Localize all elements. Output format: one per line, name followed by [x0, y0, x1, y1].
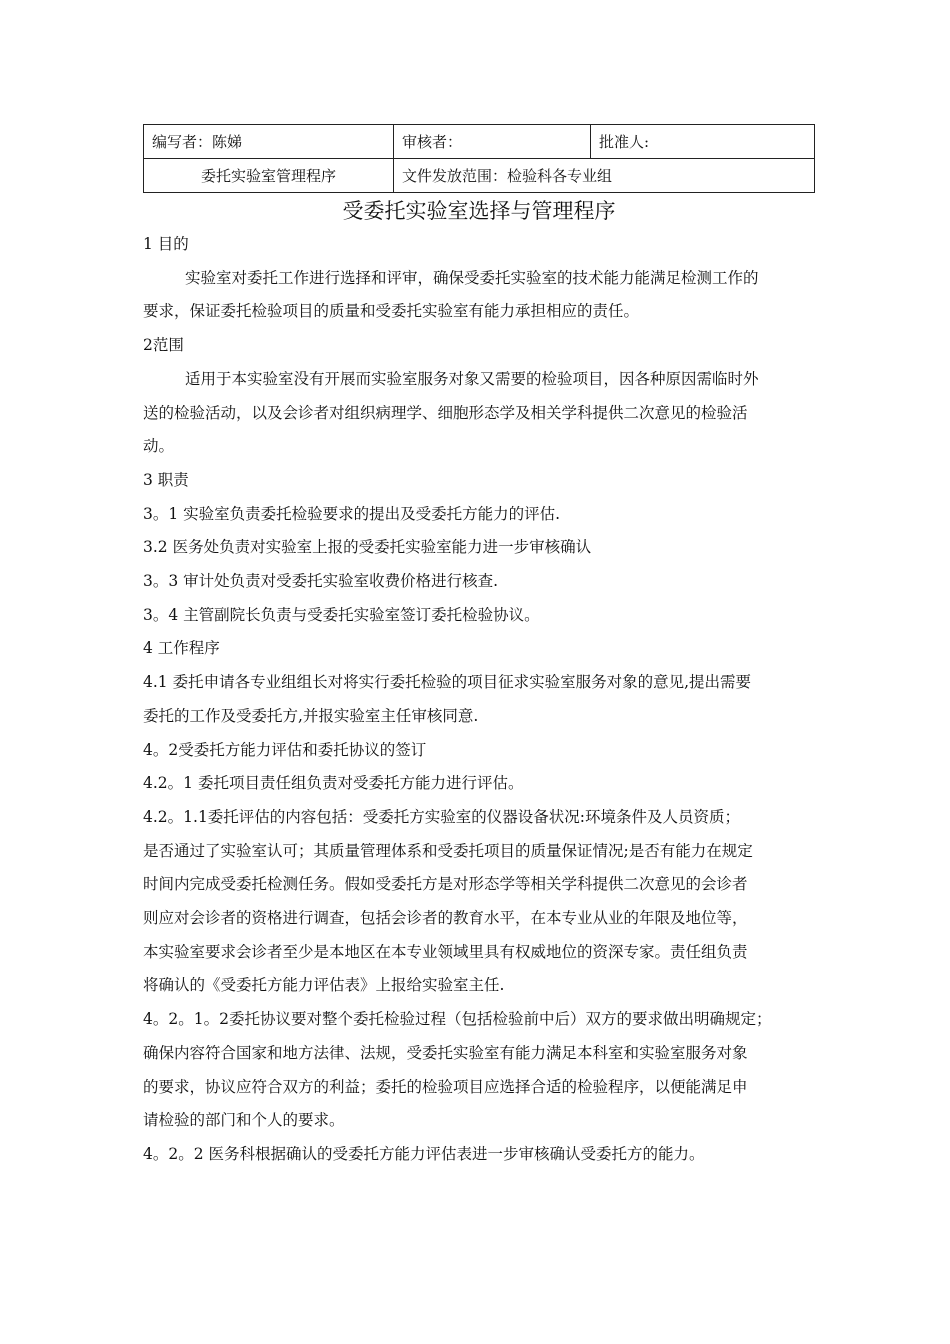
text-line: 动。: [143, 437, 175, 456]
text-line: 请检验的部门和个人的要求。: [143, 1111, 345, 1130]
text-line: 3 职责: [143, 470, 189, 489]
author-cell: 编写者：陈娣: [144, 125, 394, 159]
text-line: 4。2受委托方能力评估和委托协议的签订: [143, 740, 427, 759]
text-line: 2范围: [143, 336, 184, 355]
text-line: 3.2 医务处负责对实验室上报的受委托实验室能力进一步审核确认: [143, 538, 592, 557]
header-row-1: [144, 125, 815, 159]
text-line: 要求，保证委托检验项目的质量和受委托实验室有能力承担相应的责任。: [143, 302, 640, 321]
text-line: 1 目的: [143, 235, 189, 253]
text-line: 将确认的《受委托方能力评估表》上报给实验室主任.: [143, 976, 505, 995]
scope-cell: 文件发放范围：检验科各专业组: [394, 159, 815, 193]
text-line: 4.2。1.1委托评估的内容包括：受委托方实验室的仪器设备状况:环境条件及人员资质；: [143, 807, 741, 826]
text-line: 的要求，协议应符合双方的利益；委托的检验项目应选择合适的检验程序，以便能满足申: [143, 1077, 748, 1096]
reviewer-cell: 审核者：: [394, 125, 591, 159]
approver-cell: 批准人:: [591, 125, 815, 159]
text-line: 委托的工作及受委托方,并报实验室主任审核同意.: [143, 706, 479, 725]
text-line: 3。1 实验室负责委托检验要求的提出及受委托方能力的评估.: [143, 504, 561, 523]
text-line: 4。2。2 医务科根据确认的受委托方能力评估表进一步审核确认受委托方的能力。: [143, 1144, 705, 1163]
text-line: 是否通过了实验室认可；其质量管理体系和受委托项目的质量保证情况;是否有能力在规定: [143, 841, 753, 860]
text-line: 3。3 审计处负责对受委托实验室收费价格进行核查.: [143, 572, 499, 591]
text-line: 4 工作程序: [143, 639, 220, 658]
document-body: [143, 228, 815, 1172]
header-row-2: [144, 159, 815, 193]
text-line: 适用于本实验室没有开展而实验室服务对象又需要的检验项目，因各种原因需临时外: [185, 369, 759, 388]
text-line: 实验室对委托工作进行选择和评审，确保受委托实验室的技术能力能满足检测工作的: [185, 268, 759, 287]
doc-name-cell: 委托实验室管理程序: [144, 159, 394, 193]
text-line: 3。4 主管副院长负责与受委托实验室签订委托检验协议。: [143, 605, 540, 624]
text-line: 4.2。1 委托项目责任组负责对受委托方能力进行评估。: [143, 774, 524, 793]
text-line: 4.1 委托申请各专业组组长对将实行委托检验的项目征求实验室服务对象的意见,提出需要: [143, 673, 752, 692]
text-line: 本实验室要求会诊者至少是本地区在本专业领域里具有权威地位的资深专家。责任组负责: [143, 942, 748, 961]
text-line: 确保内容符合国家和地方法律、法规，受委托实验室有能力满足本科室和实验室服务对象: [143, 1043, 748, 1062]
text-line: 时间内完成受委托检测任务。假如受委托方是对形态学等相关学科提供二次意见的会诊者: [143, 875, 748, 894]
text-line: 则应对会诊者的资格进行调查，包括会诊者的教育水平，在本专业从业的年限及地位等，: [143, 909, 748, 928]
text-line: 4。2。1。2委托协议要对整个委托检验过程（包括检验前中后）双方的要求做出明确规定；: [143, 1010, 772, 1029]
text-line: 送的检验活动，以及会诊者对组织病理学、细胞形态学及相关学科提供二次意见的检验活: [143, 403, 748, 422]
document-title: 受委托实验室选择与管理程序: [342, 199, 616, 223]
header-table: [143, 124, 815, 193]
